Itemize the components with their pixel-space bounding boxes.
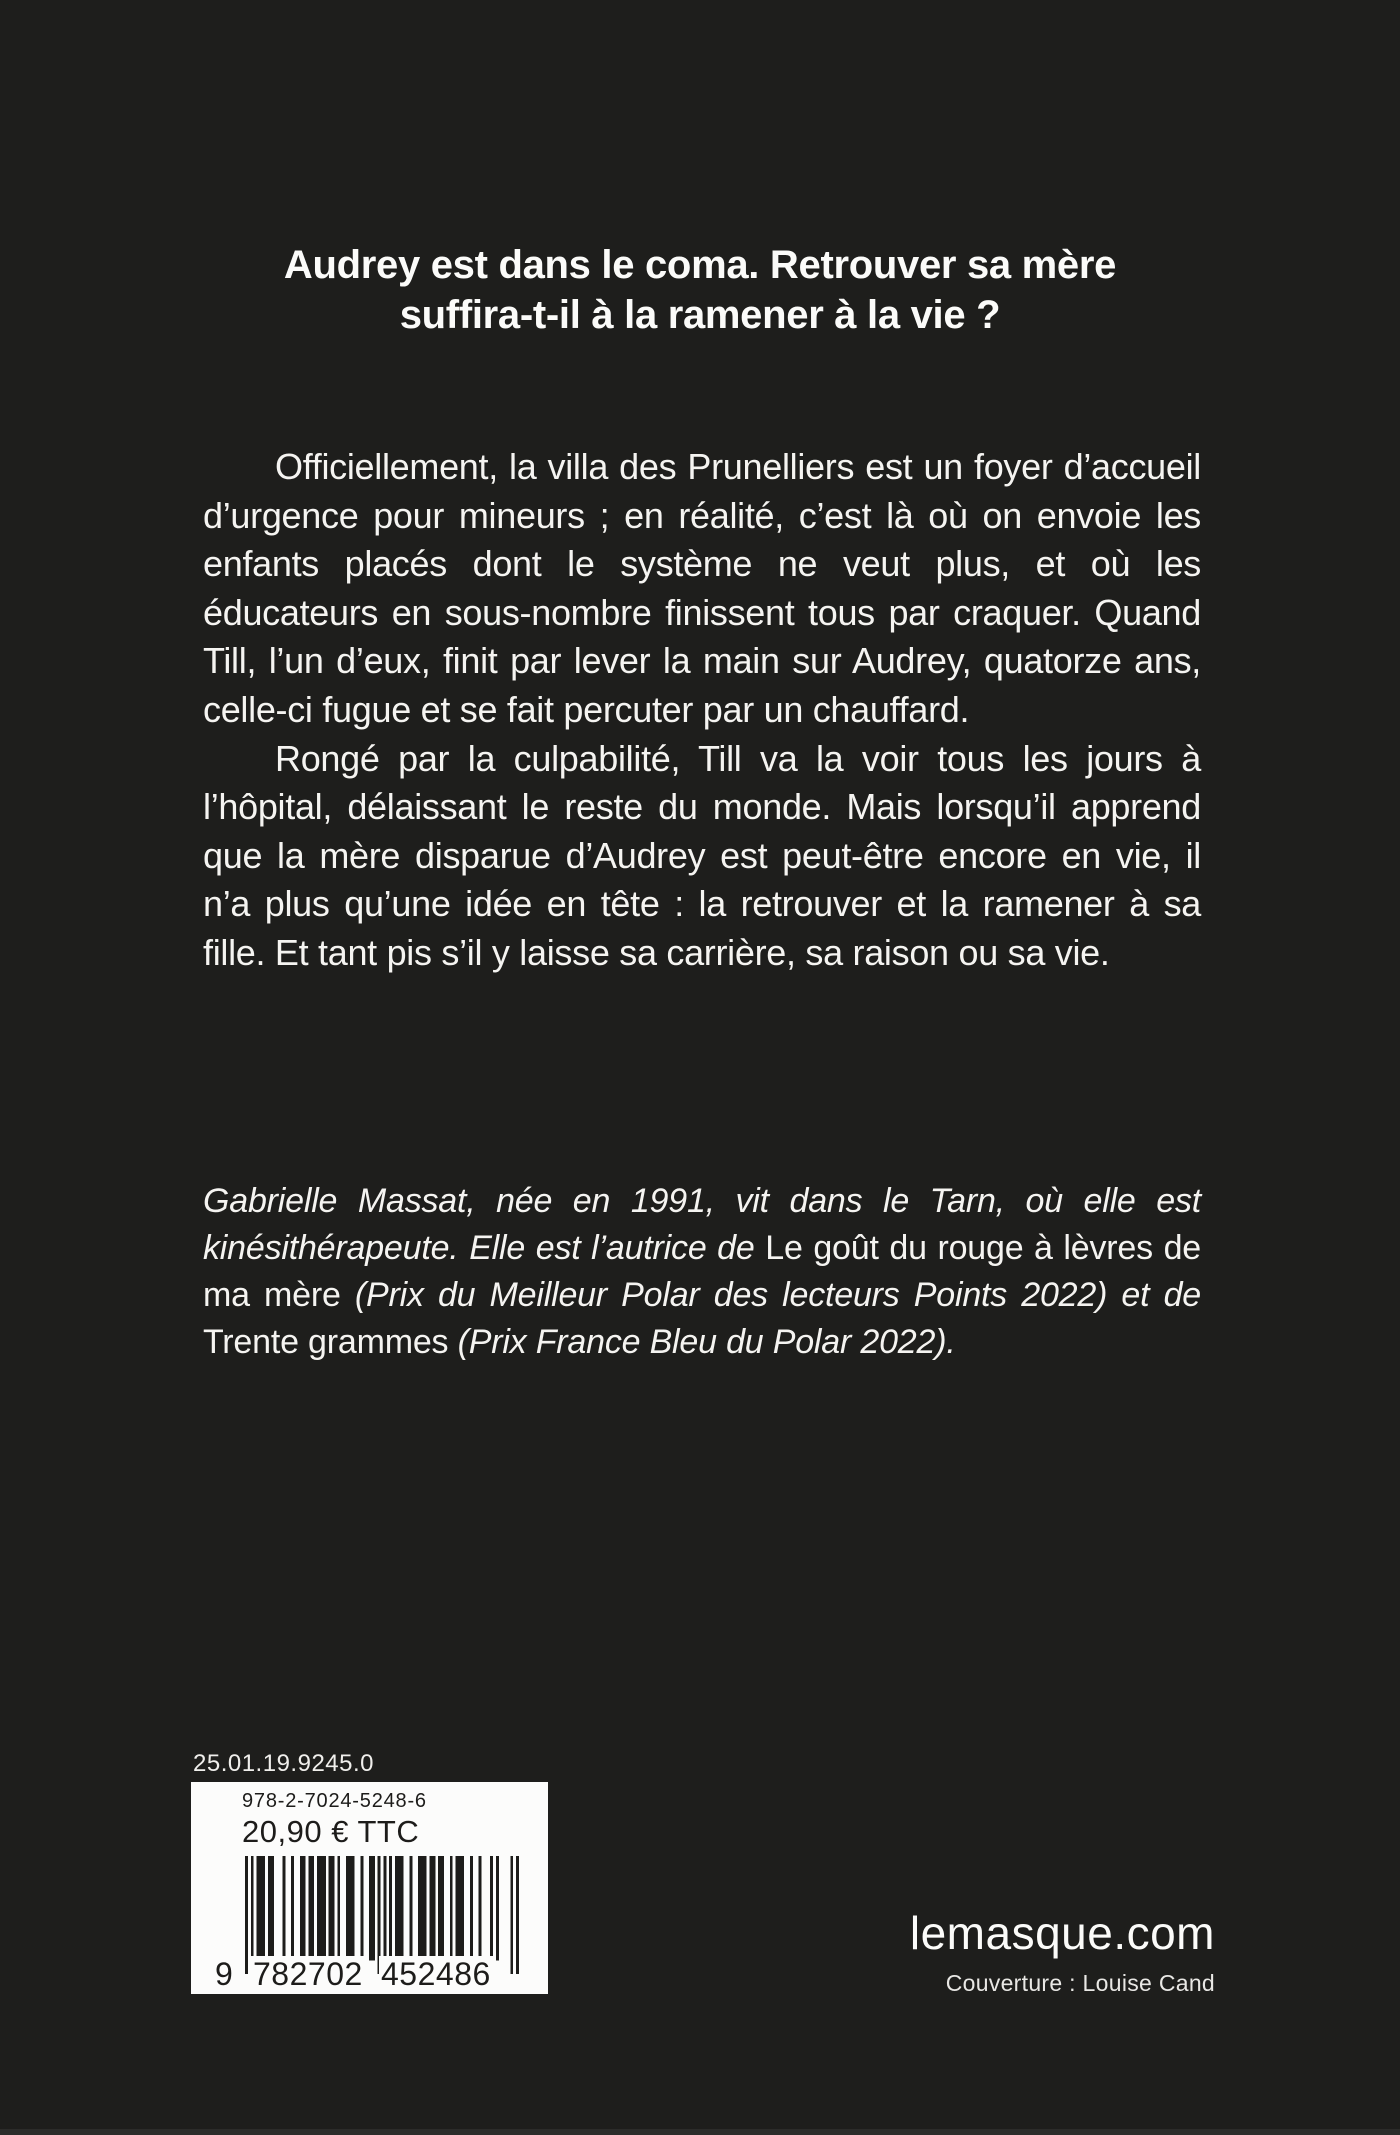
- publisher-website: lemasque.com: [909, 1907, 1215, 1959]
- page-bottom-edge: [0, 2129, 1400, 2135]
- ean-digit-group-2: 782702: [253, 1956, 363, 1992]
- tagline-line1: Audrey est dans le coma. Retrouver sa mère: [283, 243, 1117, 287]
- bio-book-title-1: Le goût du rouge à lèvres de ma mère: [203, 1229, 1201, 1314]
- print-code: 25.01.19.9245.0: [193, 1750, 374, 1777]
- bio-book-title-2: Trente grammes: [203, 1323, 458, 1361]
- isbn-text: 978-2-7024-5248-6: [242, 1790, 427, 1812]
- price-text: 20,90 € TTC: [242, 1814, 420, 1849]
- synopsis-paragraph-2: Rongé par la culpabilité, Till va la voir tous les jours à l’hôpital, délaissant le reste du monde. Mais lorsqu’il apprend que la mère disparue d’Audrey est peut-être encore en vie, il n’a plus qu’une idée en tête : la retrouver et la ramener à sa fille. Et tant pis s’il y laisse sa carrière, sa raison ou sa vie.: [203, 737, 1201, 973]
- bio-text: Gabrielle Massat, née en 1991, vit dans le Tarn, où elle est kinésithérapeute. Elle est l’autrice de: [203, 1182, 1201, 1267]
- synopsis-paragraph-1: Officiellement, la villa des Prunelliers est un foyer d’accueil d’urgence pour mineurs ; en réalité, c’est là où on envoie les enfants placés dont le système ne veut plus, et où les éducateurs en sous-nombre finissent tous par craquer. Quand Till, l’un d’eux, finit par lever la main sur Audrey, quatorze ans, celle-ci fugue et se fait percuter par un chauffard.: [203, 446, 1201, 730]
- cover-credit: Couverture : Louise Cand: [945, 1970, 1215, 1996]
- bio-connector: et de: [1107, 1276, 1201, 1314]
- ean-digit-group-1: 9: [215, 1956, 234, 1992]
- ean-digit-group-3: 452486: [381, 1956, 491, 1992]
- tagline: [0, 240, 1400, 340]
- author-bio: [203, 1178, 1201, 1366]
- tagline-line2: suffira-t-il à la ramener à la vie ?: [399, 293, 1001, 337]
- synopsis: [203, 443, 1201, 978]
- bio-prize-2: (Prix France Bleu du Polar 2022).: [457, 1323, 956, 1361]
- bio-prize-1: (Prix du Meilleur Polar des lecteurs Points 2022): [354, 1276, 1108, 1314]
- barcode-box: [191, 1782, 548, 1994]
